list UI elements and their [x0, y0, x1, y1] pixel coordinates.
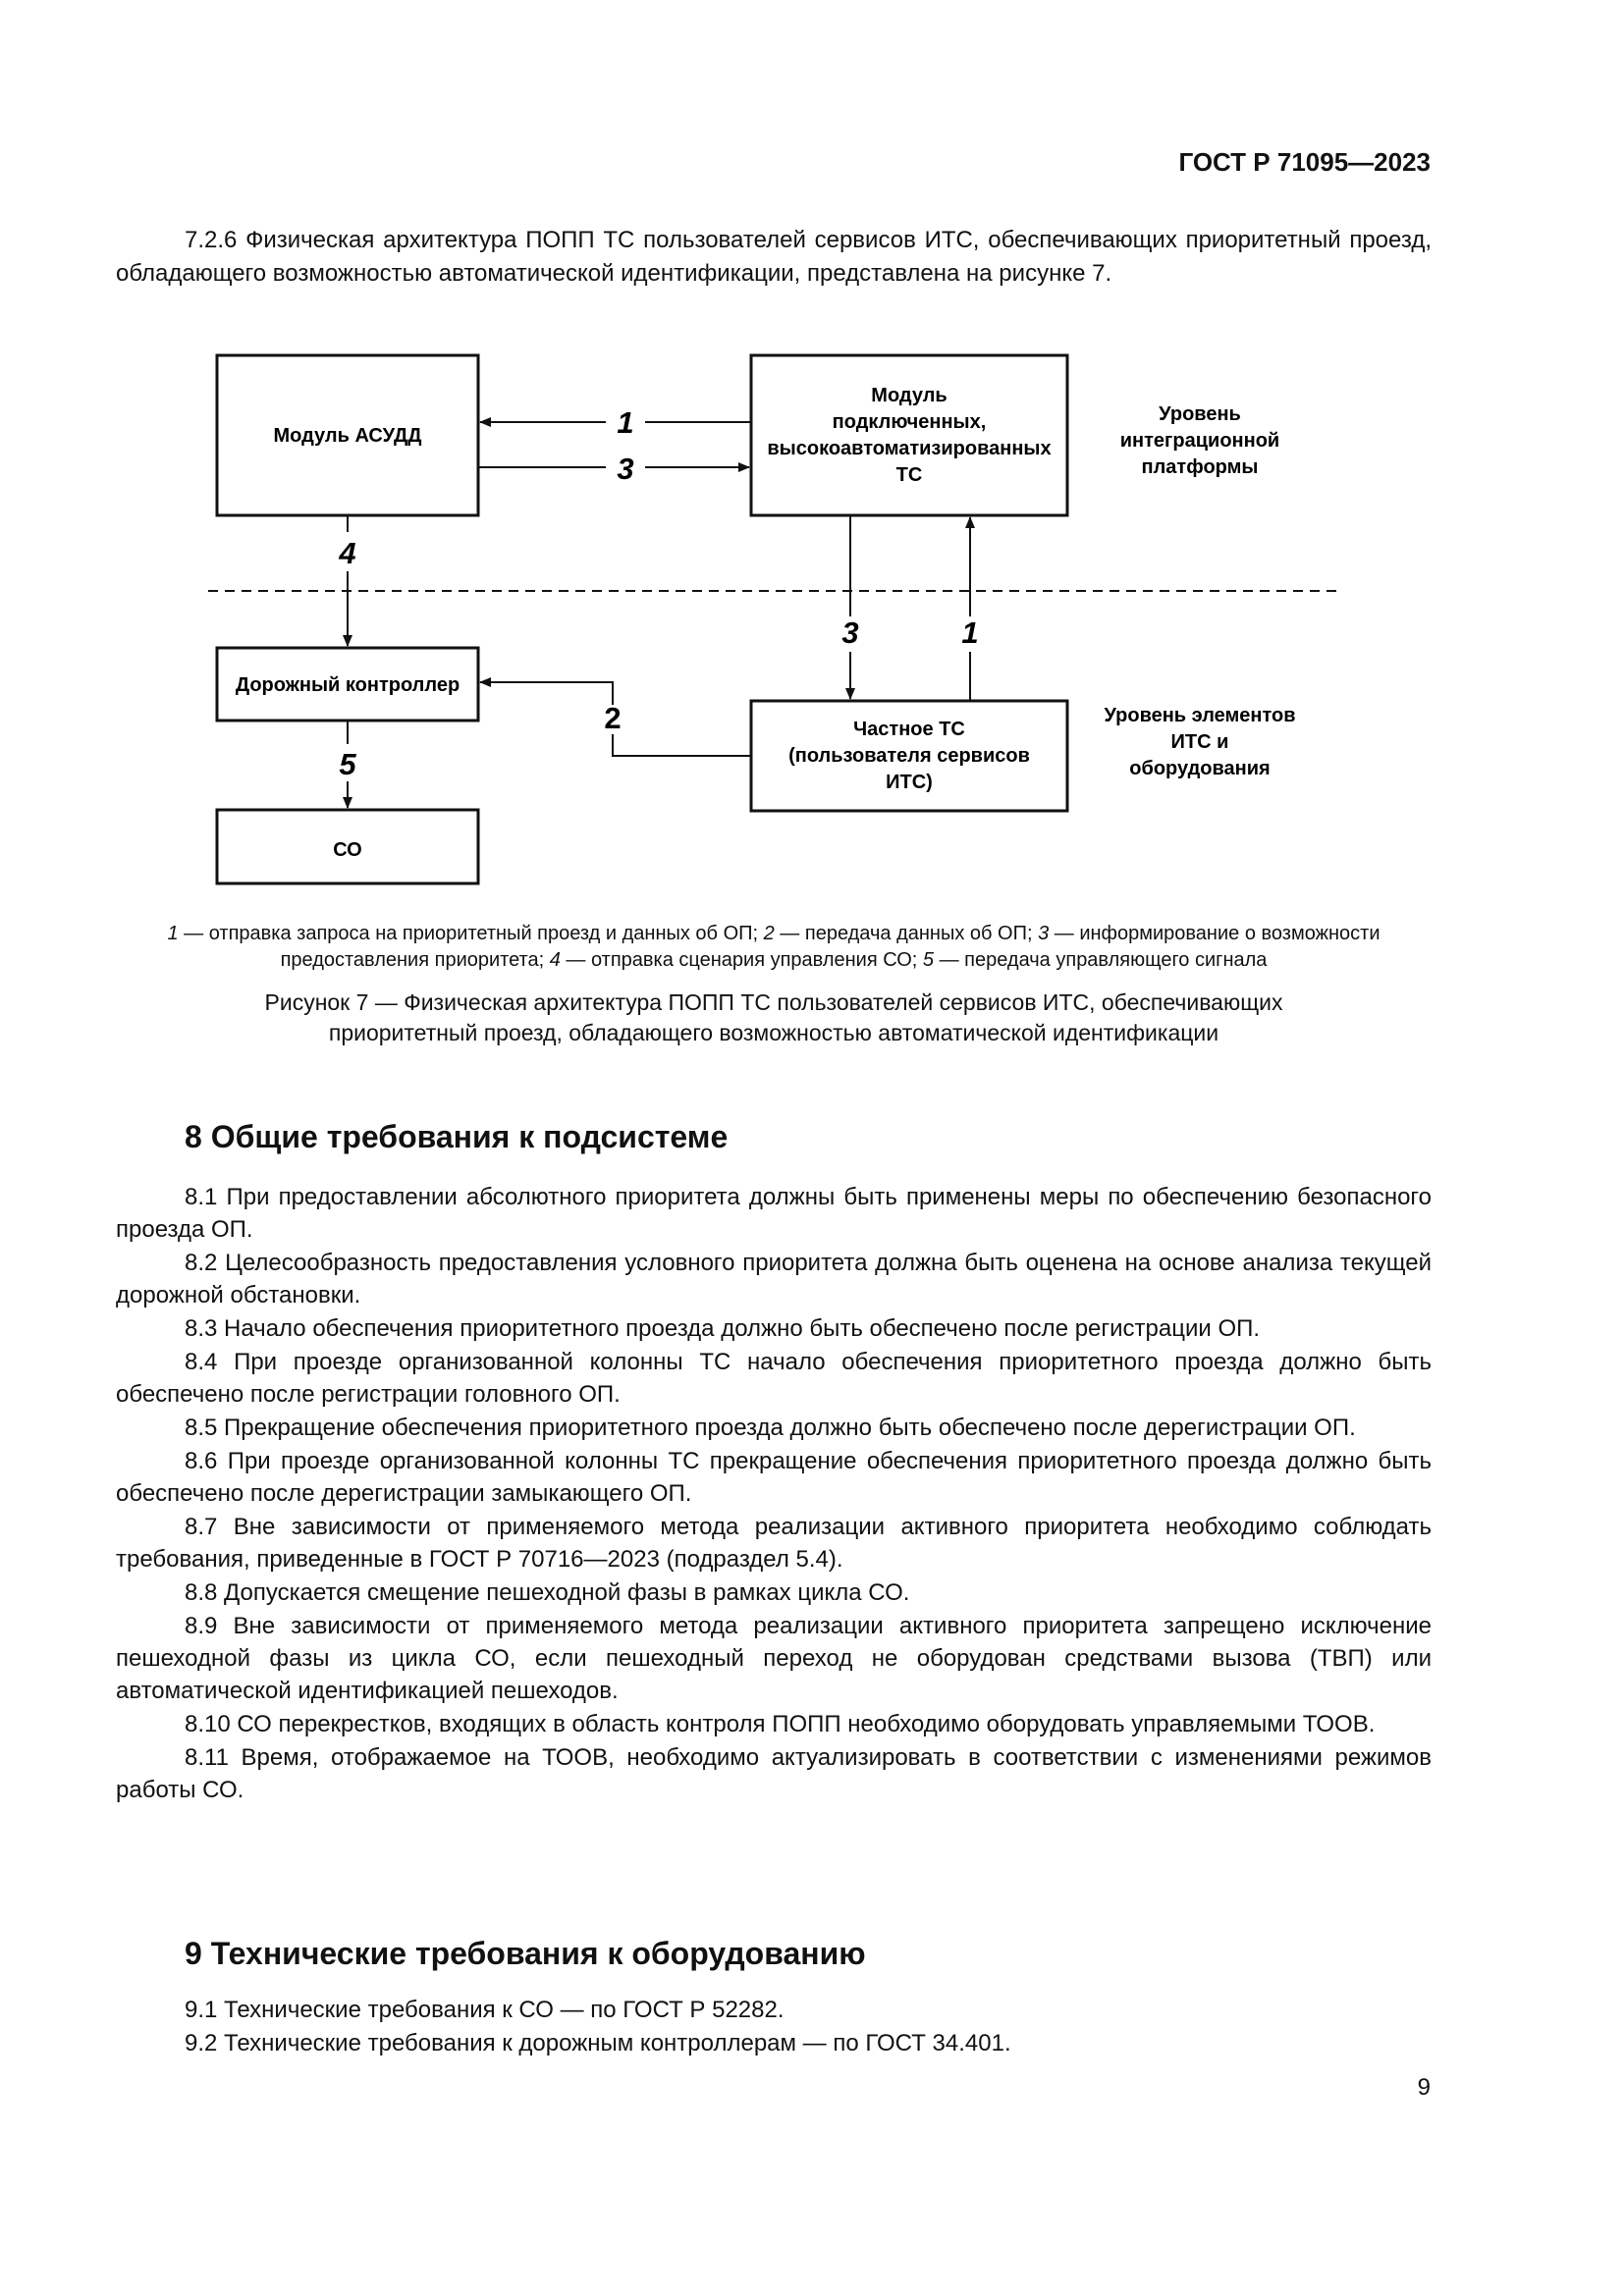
box-asudd-label: Модуль АСУДД [273, 425, 422, 447]
box-so-label: СО [333, 839, 362, 861]
legend-num-2: 2 [763, 923, 775, 944]
arrow-2-label: 2 [604, 701, 622, 735]
document-code: ГОСТ Р 71095—2023 [1178, 147, 1431, 177]
box-vehicle-line2: (пользователя сервисов [788, 745, 1030, 767]
arrow-2-upper [480, 682, 613, 705]
paragraph-9-1: 9.1 Технические требования к СО — по ГОСТ Р 52282. [185, 1997, 785, 2023]
paragraph-8-2: 8.2 Целесообразность предоставления условного приоритета должна быть оценена на основе анализа текущей дорожной обстановки. [116, 1250, 1432, 1308]
legend-num-4: 4 [549, 949, 561, 971]
arrow-1-label: 1 [617, 405, 634, 440]
paragraph-8-8: 8.8 Допускается смещение пешеходной фазы в рамках цикла СО. [185, 1579, 910, 1606]
box-road-controller-label: Дорожный контроллер [235, 674, 460, 696]
figure-caption-line1: Рисунок 7 — Физическая архитектура ПОПП ТС пользователей сервисов ИТС, обеспечивающих [264, 989, 1283, 1015]
box-module-line2: подключенных, [832, 411, 987, 433]
architecture-diagram [0, 0, 1624, 913]
legend-text-4: — отправка сценария управления СО; [560, 949, 923, 971]
section-8-title: 8 Общие требования к подсистеме [185, 1119, 729, 1154]
section-9-body [116, 1994, 1432, 2060]
legend-num-3: 3 [1038, 923, 1050, 944]
level-top-line1: Уровень [1159, 403, 1241, 425]
figure-legend [116, 921, 1432, 974]
paragraph-8-1: 8.1 При предоставлении абсолютного приоритета должны быть применены меры по обеспечению безопасного проезда ОП. [116, 1184, 1432, 1243]
level-bottom-line3: оборудования [1129, 758, 1271, 779]
box-module-line4: ТС [895, 464, 923, 486]
arrow-1b-label: 1 [961, 615, 979, 650]
legend-text-5: — передача управляющего сигнала [934, 949, 1268, 971]
box-module-line3: высокоавтоматизированных [767, 438, 1052, 459]
legend-text-2: — передача данных об ОП; [774, 923, 1039, 944]
paragraph-8-7: 8.7 Вне зависимости от применяемого метода реализации активного приоритета необходимо соблюдать требования, приведенные в ГОСТ Р 70716—2023 (подраздел 5.4). [116, 1514, 1432, 1573]
intro-paragraph: 7.2.6 Физическая архитектура ПОПП ТС пользователей сервисов ИТС, обеспечивающих приоритетный проезд, обладающего возможностью автоматической идентификации, представлена на рисунке 7. [116, 227, 1432, 287]
box-connected-vehicles-module [751, 355, 1067, 515]
level-bottom-line2: ИТС и [1170, 731, 1229, 753]
level-bottom-line1: Уровень элементов [1104, 705, 1296, 726]
page-number: 9 [1417, 2074, 1431, 2101]
legend-num-5: 5 [922, 949, 935, 971]
level-top-line2: интеграционной [1119, 430, 1280, 452]
level-top-line3: платформы [1141, 456, 1259, 478]
figure-caption [116, 988, 1432, 1048]
box-vehicle-line3: ИТС) [886, 772, 933, 793]
paragraph-8-5: 8.5 Прекращение обеспечения приоритетного проезда должно быть обеспечено после дерегистрации ОП. [185, 1415, 1356, 1441]
paragraph-8-9: 8.9 Вне зависимости от применяемого метода реализации активного приоритета запрещено исключение пешеходной фазы из цикла СО, если пешеходный переход не оборудован средствами вызова (ТВП) или автоматической идентификацией пешеходов. [116, 1613, 1432, 1704]
paragraph-8-4: 8.4 При проезде организованной колонны ТС начало обеспечения приоритетного проезда должно быть обеспечено после регистрации головного ОП. [116, 1349, 1432, 1408]
paragraph-9-2: 9.2 Технические требования к дорожным контроллерам — по ГОСТ 34.401. [185, 2030, 1011, 2056]
paragraph-8-6: 8.6 При проезде организованной колонны ТС прекращение обеспечения приоритетного проезда должно быть обеспечено после дерегистрации замыкающего ОП. [116, 1448, 1432, 1507]
legend-text-3: — информирование о возможности предоставления приоритета; [280, 923, 1380, 971]
arrow-4-label: 4 [339, 536, 356, 570]
paragraph-8-11: 8.11 Время, отображаемое на ТООВ, необходимо актуализировать в соответствии с изменениями режимов работы СО. [116, 1744, 1432, 1803]
arrow-5-label: 5 [339, 747, 356, 781]
legend-text-1: — отправка запроса на приоритетный проезд и данных об ОП; [178, 923, 764, 944]
figure-caption-line2: приоритетный проезд, обладающего возможностью автоматической идентификации [328, 1020, 1219, 1045]
section-9-title: 9 Технические требования к оборудованию [185, 1936, 866, 1971]
arrow-3b-label: 3 [841, 615, 859, 650]
paragraph-8-10: 8.10 СО перекрестков, входящих в область контроля ПОПП необходимо оборудовать управляемыми ТООВ. [185, 1711, 1376, 1737]
section-8-body [116, 1181, 1432, 1807]
box-module-line1: Модуль [871, 385, 947, 406]
legend-num-1: 1 [167, 923, 179, 944]
arrow-2-lower [613, 734, 751, 756]
box-vehicle-line1: Частное ТС [853, 719, 965, 740]
paragraph-8-3: 8.3 Начало обеспечения приоритетного проезда должно быть обеспечено после регистрации ОП. [185, 1315, 1261, 1342]
arrow-3-label: 3 [617, 452, 634, 486]
